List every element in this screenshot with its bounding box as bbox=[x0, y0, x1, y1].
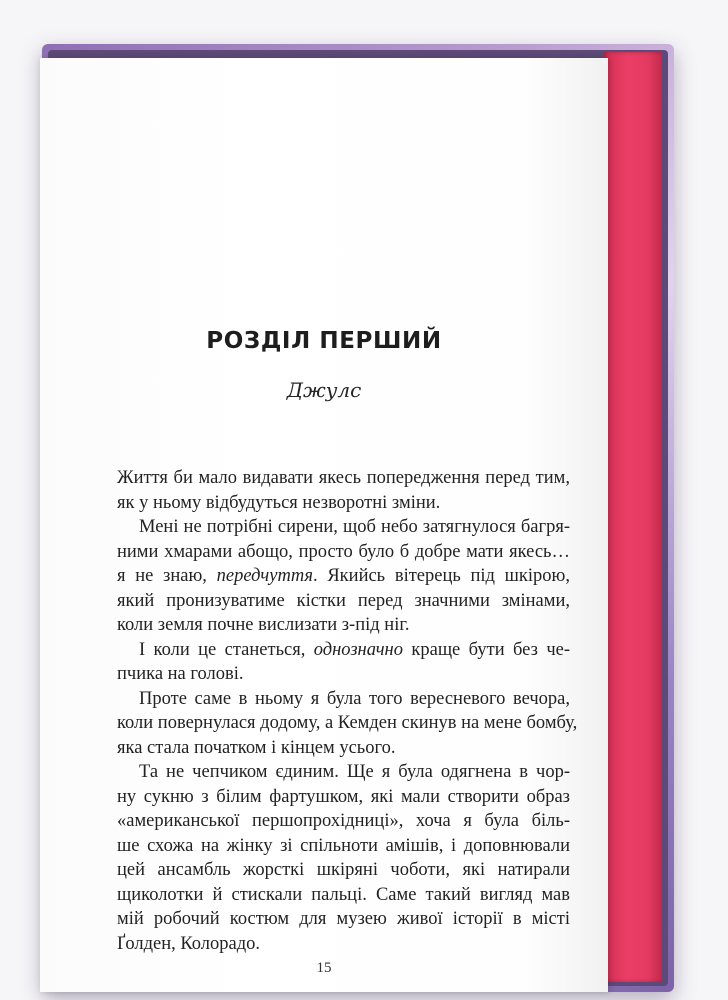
page-number: 15 bbox=[316, 960, 332, 976]
text-line: який пронизуватиме кістки перед значними змінами, bbox=[117, 590, 570, 611]
text-line: Життя би мало видавати якесь попередження перед тим, bbox=[117, 468, 570, 488]
text-line: І коли це станеться, однозначно краще бути без че- bbox=[139, 639, 570, 660]
chapter-body bbox=[117, 466, 578, 956]
text-line: Ґолден, Колорадо. bbox=[117, 933, 260, 954]
text-line: Та не чепчиком єдиним. Ще я була одягнена в чор- bbox=[139, 762, 570, 782]
text-line: коли повернулася додому, а Кемден скинув на мене бомбу, bbox=[117, 713, 578, 733]
text-line: коли земля почне вислизати з-під ніг. bbox=[117, 615, 410, 635]
text-line: яка стала початком і кінцем усього. bbox=[117, 737, 396, 758]
text-line: пчика на голові. bbox=[117, 664, 244, 684]
text-line: Мені не потрібні сирени, щоб небо затягнулося багря- bbox=[139, 517, 570, 537]
text-line: ними хмарами абощо, просто було б добре мати якесь… bbox=[117, 541, 570, 562]
text-line: я не знаю, передчуття. Якийсь вітерець під шкірою, bbox=[117, 566, 570, 586]
text-line: ше схожа на жінку зі спільноти амішів, і доповнювали bbox=[117, 835, 570, 856]
chapter-subtitle: Джулс bbox=[286, 378, 362, 402]
text-line: як у ньому відбудуться незворотні зміни. bbox=[117, 492, 441, 513]
book-page bbox=[40, 58, 608, 992]
text-line: мій робочий костюм для музею живої історії в місті bbox=[117, 909, 570, 929]
text-line: «американської першопрохідниці», хоча я була біль- bbox=[117, 811, 570, 831]
text-line: цей ансамбль жорсткі шкіряні чоботи, які натирали bbox=[117, 860, 570, 880]
text-line: щиколотки й стискали пальці. Саме такий вигляд мав bbox=[117, 884, 570, 905]
text-line: Проте саме в ньому я була того вересневого вечора, bbox=[139, 688, 570, 709]
text-line: ну сукню з білим фартушком, які мали створити образ bbox=[117, 786, 570, 807]
chapter-title: РОЗДІЛ ПЕРШИЙ bbox=[206, 328, 442, 354]
page-block-edge bbox=[604, 52, 662, 982]
